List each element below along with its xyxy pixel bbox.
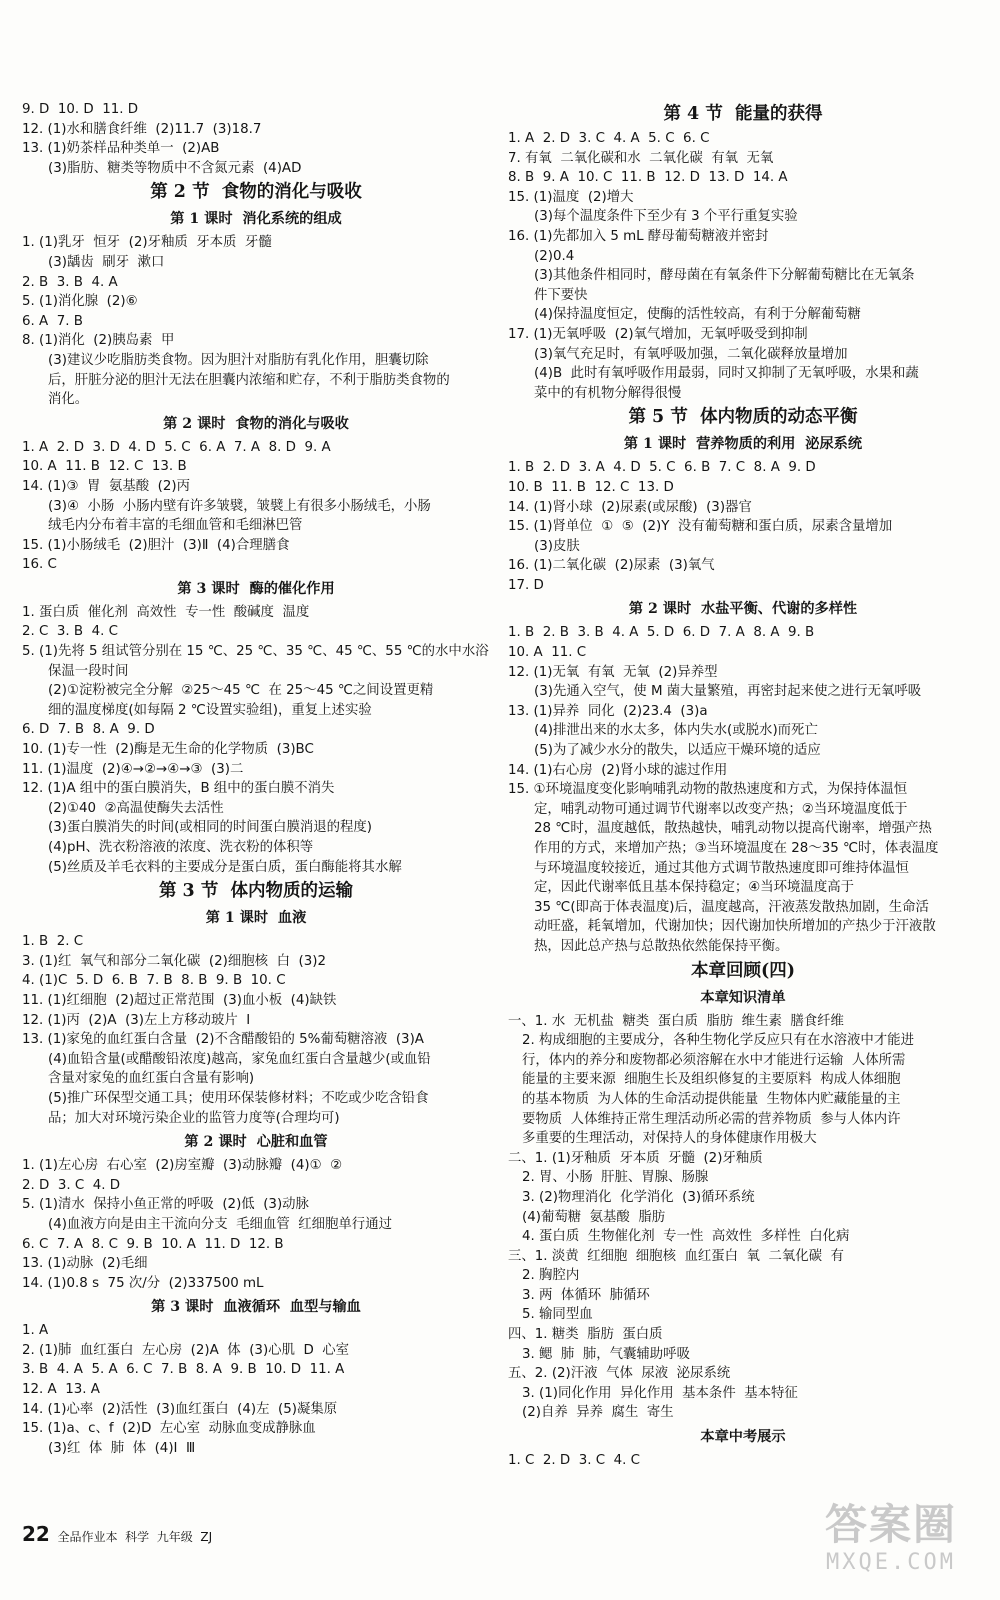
answer-line: 6. A 7. B [22, 313, 83, 329]
lesson-title: 第 3 课时 血液循环 血型与输血 [151, 1299, 361, 1316]
answer-line: 行，体内的养分和废物都必须溶解在水中才能进行运输 人体所需 [522, 1052, 906, 1068]
answer-line: 1. B 2. C [22, 934, 84, 950]
answer-line: 绒毛内分布着丰富的毛细血管和毛细淋巴管 [48, 518, 303, 534]
answer-line: 7. 有氧 二氧化碳和水 二氧化碳 有氧 无氧 [508, 150, 774, 166]
answer-line: 13. (1)家兔的血红蛋白含量 (2)不含醋酸铅的 5%葡萄糖溶液 (3)A [22, 1032, 424, 1048]
answer-line: 11. (1)温度 (2)④→②→④→③ (3)二 [22, 761, 244, 777]
answer-line: 3. (1)红 氧气和部分二氧化碳 (2)细胞核 白 (3)2 [22, 953, 326, 969]
lesson-title: 本章知识清单 [700, 989, 786, 1006]
answer-line: (4)排泄出来的水太多，体内失水(或脱水)而死亡 [534, 723, 818, 739]
watermark-logo [806, 1500, 976, 1580]
answer-line: 含量对家兔的血红蛋白含量有影响) [48, 1071, 255, 1087]
answer-line: (5)推广环保型交通工具；使用环保装修材料；不吃或少吃含铅食 [48, 1090, 429, 1106]
answer-line: (4)血液方向是由主干流向分支 毛细血管 红细胞单行通过 [48, 1216, 392, 1232]
answer-line: 13. (1)动脉 (2)毛细 [22, 1256, 148, 1272]
answer-line: 五、2. (2)汗液 气体 尿液 泌尿系统 [508, 1366, 731, 1382]
answer-line: 17. (1)无氧呼吸 (2)氧气增加，无氧呼吸受到抑制 [508, 326, 808, 342]
answer-line: 2. D 3. C 4. D [22, 1177, 121, 1193]
answer-line: 2. 构成细胞的主要成分，各种生物化学反应只有在水溶液中才能进 [522, 1033, 914, 1049]
answer-line: 三、1. 淡黄 红细胞 细胞核 血红蛋白 氧 二氧化碳 有 [508, 1248, 844, 1264]
answer-line: 2. B 3. B 4. A [22, 274, 118, 290]
lesson-title: 第 1 课时 消化系统的组成 [170, 211, 342, 228]
answer-line: 10. A 11. C [508, 645, 587, 661]
answer-line: 二、1. (1)牙釉质 牙本质 牙髓 (2)牙釉质 [508, 1150, 763, 1166]
answer-line: 能量的主要来源 细胞生长及组织修复的主要原料 构成人体细胞 [522, 1072, 901, 1088]
answer-line: 热，因此总产热与总散热依然能保持平衡。 [534, 938, 789, 954]
lesson-title: 第 1 课时 血液 [205, 910, 307, 927]
answer-line: 要物质 人体维持正常生理活动所必需的营养物质 参与人体内许 [522, 1111, 901, 1127]
answer-line: 件下要快 [534, 287, 588, 303]
answer-line: 15. (1)a、c、f (2)D 左心室 动脉血变成静脉血 [22, 1421, 316, 1437]
answer-line: 2. 胸腔内 [522, 1268, 580, 1284]
answer-line: 8. B 9. A 10. C 11. B 12. D 13. D 14. A [508, 170, 788, 186]
answer-line: 1. A 2. D 3. D 4. D 5. C 6. A 7. A 8. D 9. A [22, 439, 331, 455]
answer-line: (4)保持温度恒定，使酶的活性较高，有利于分解葡萄糖 [534, 307, 861, 323]
answer-line: 1. A [22, 1323, 49, 1339]
left-column [22, 100, 490, 1458]
answer-line: 1. (1)乳牙 恒牙 (2)牙釉质 牙本质 牙髓 [22, 235, 272, 251]
page-number: 22 [22, 1522, 50, 1546]
answer-line: 13. (1)异养 同化 (2)23.4 (3)a [508, 703, 708, 719]
answer-line: 10. (1)专一性 (2)酶是无生命的化学物质 (3)BC [22, 742, 314, 758]
answer-line: 16. (1)二氧化碳 (2)尿素 (3)氧气 [508, 558, 715, 574]
answer-line: 3. 鳃 肺 肺，气囊辅助呼吸 [522, 1346, 690, 1362]
answer-line: 一、1. 水 无机盐 糖类 蛋白质 脂肪 维生素 膳食纤维 [508, 1013, 844, 1029]
answer-line: 13. (1)奶茶样品种类单一 (2)AB [22, 141, 220, 157]
answer-line: 与环境温度较接近，通过其他方式调节散热速度即可维持体温恒 [534, 860, 909, 876]
answer-line: (3)其他条件相同时，酵母菌在有氧条件下分解葡萄糖比在无氧条 [534, 268, 915, 284]
answer-line: 16. (1)先都加入 5 mL 酵母葡萄糖液并密封 [508, 228, 769, 244]
answer-line: 3. B 4. A 5. A 6. C 7. B 8. A 9. B 10. D 11. A [22, 1362, 345, 1378]
answer-line: 12. (1)无氧 有氧 无氧 (2)异养型 [508, 664, 718, 680]
answer-line: (2)①40 ②高温使酶失去活性 [48, 800, 224, 816]
answer-line: 5. (1)消化腺 (2)⑥ [22, 294, 138, 310]
answer-line: 35 ℃(即高于体表温度)后，温度越高，汗液蒸发散热加剧，生命活 [534, 899, 929, 915]
answer-line: 14. (1)右心房 (2)肾小球的滤过作用 [508, 762, 728, 778]
lesson-title: 第 3 课时 酶的催化作用 [177, 580, 335, 597]
answer-line: (3)红 体 肺 体 (4)Ⅰ Ⅲ [48, 1440, 196, 1456]
lesson-title: 第 2 课时 水盐平衡、代谢的多样性 [628, 601, 858, 618]
answer-line: 后，肝脏分泌的胆汁无法在胆囊内浓缩和贮存，不利于脂肪类食物的 [48, 372, 450, 388]
answer-line: 1. B 2. B 3. B 4. A 5. D 6. D 7. A 8. A 9. B [508, 625, 815, 641]
answer-line: (4)B 此时有氧呼吸作用最弱，同时又抑制了无氧呼吸，水果和蔬 [534, 366, 919, 382]
answer-line: 1. (1)左心房 右心室 (2)房室瓣 (3)动脉瓣 (4)① ② [22, 1158, 343, 1174]
answer-line: 15. (1)小肠绒毛 (2)胆汁 (3)Ⅱ (4)合理膳食 [22, 537, 290, 553]
answer-line: 6. C 7. A 8. C 9. B 10. A 11. D 12. B [22, 1236, 284, 1252]
answer-line: 28 ℃时，温度越低，散热越快，哺乳动物以提高代谢率，增强产热 [534, 821, 932, 837]
answer-line: 3. 两 体循环 肺循环 [522, 1287, 650, 1303]
answer-line: 14. (1)肾小球 (2)尿素(或尿酸) (3)器官 [508, 499, 752, 515]
answer-line: 12. (1)丙 (2)A (3)左上方移动玻片 Ⅰ [22, 1012, 251, 1028]
answer-line: 作用的方式，来增加产热；③当环境温度在 28～35 ℃时，体表温度 [534, 841, 939, 856]
answer-line: 10. B 11. B 12. C 13. D [508, 479, 674, 495]
answer-line: 15. ①环境温度变化影响哺乳动物的散热速度和方式，为保持体温恒 [508, 782, 908, 798]
answer-line: 10. A 11. B 12. C 13. B [22, 459, 187, 475]
answer-line: 6. D 7. B 8. A 9. D [22, 722, 155, 738]
answer-line: 14. (1)③ 胃 氨基酸 (2)丙 [22, 478, 190, 494]
answer-line: (3)建议少吃脂肪类食物。因为胆汁对脂肪有乳化作用，胆囊切除 [48, 352, 429, 368]
answer-line: 2. C 3. B 4. C [22, 624, 119, 640]
answer-line: 9. D 10. D 11. D [22, 102, 139, 117]
answer-line: 细的温度梯度(如每隔 2 ℃设置实验组)，重复上述实验 [48, 702, 372, 718]
answer-line: (3)龋齿 刷牙 漱口 [48, 254, 165, 270]
section-title: 第 4 节 能量的获得 [663, 104, 823, 124]
answer-line: 5. (1)先将 5 组试管分别在 15 ℃、25 ℃、35 ℃、45 ℃、55 ℃的水中水浴 [22, 644, 489, 660]
answer-line: 17. D [508, 577, 544, 593]
answer-line: 动旺盛，耗氧增加，代谢加快；因代谢加快所增加的产热少于汗液散 [534, 919, 936, 935]
answer-line: (2)0.4 [534, 248, 575, 264]
answer-line: 5. 输同型血 [522, 1307, 593, 1323]
answer-line: 12. A 13. A [22, 1382, 100, 1398]
answer-line: 定，哺乳动物可通过调节代谢率以改变产热；②当环境温度低于 [534, 801, 908, 817]
section-title: 第 3 节 体内物质的运输 [158, 881, 354, 902]
book-info: 全品作业本 科学 九年级 ZJ [57, 1530, 213, 1544]
section-title: 第 2 节 食物的消化与吸收 [150, 182, 362, 203]
answer-line: (2)①淀粉被完全分解 ②25～45 ℃ 在 25～45 ℃之间设置更精 [48, 683, 434, 699]
answer-line: (4)pH、洗衣粉溶液的浓度、洗衣粉的体积等 [48, 840, 314, 855]
answer-line: 1. A 2. D 3. C 4. A 5. C 6. C [508, 131, 710, 146]
answer-line: 菜中的有机物分解得很慢 [534, 385, 682, 401]
answer-line: (3)脂肪、糖类等物质中不含氮元素 (4)AD [48, 160, 302, 176]
answer-line: (5)丝质及羊毛衣料的主要成分是蛋白质，蛋白酶能将其水解 [48, 859, 402, 875]
watermark-text: 答案圈 [824, 1500, 957, 1549]
right-column [508, 100, 978, 1471]
section-title: 第 5 节 体内物质的动态平衡 [628, 407, 858, 428]
answer-line: (3)氧气充足时，有氧呼吸加强，二氧化碳释放量增加 [534, 346, 848, 362]
answer-line: 14. (1)0.8 s 75 次/分 (2)337500 mL [22, 1275, 264, 1291]
answer-line: (5)为了减少水分的散失，以适应干燥环境的适应 [534, 743, 821, 759]
answer-line: 1. B 2. D 3. A 4. D 5. C 6. B 7. C 8. A 9. D [508, 460, 816, 476]
answer-line: 2. 胃、小肠 肝脏、胃腺、肠腺 [522, 1170, 709, 1186]
answer-line: 3. (2)物理消化 化学消化 (3)循环系统 [522, 1189, 755, 1205]
answer-line: 定，因此代谢率低且基本保持稳定；④当环境温度高于 [534, 880, 854, 896]
answer-line: (3)④ 小肠 小肠内壁有许多皱襞，皱襞上有很多小肠绒毛，小肠 [48, 498, 431, 514]
lesson-title: 本章中考展示 [700, 1429, 786, 1446]
answer-line: 12. (1)A 组中的蛋白膜消失，B 组中的蛋白膜不消失 [22, 781, 335, 797]
answer-line: 1. 蛋白质 催化剂 高效性 专一性 酸碱度 温度 [22, 604, 310, 620]
answer-line: 15. (1)肾单位 ① ⑤ (2)Y 没有葡萄糖和蛋白质，尿素含量增加 [508, 519, 893, 535]
lesson-title: 第 1 课时 营养物质的利用 泌尿系统 [623, 436, 863, 453]
answer-line: 11. (1)红细胞 (2)超过正常范围 (3)血小板 (4)缺铁 [22, 992, 337, 1008]
answer-line: 14. (1)心率 (2)活性 (3)血红蛋白 (4)左 (5)凝集原 [22, 1401, 338, 1417]
answer-line: 8. (1)消化 (2)胰岛素 甲 [22, 333, 175, 349]
lesson-title: 第 2 课时 心脏和血管 [184, 1134, 328, 1151]
answer-line: (4)血铅含量(或醋酸铅浓度)越高，家兔血红蛋白含量越少(或血铅 [48, 1051, 431, 1067]
answer-line: 15. (1)温度 (2)增大 [508, 189, 634, 205]
answer-line: (3)每个温度条件下至少有 3 个平行重复实验 [534, 209, 798, 225]
watermark-url: MXQE.COM [826, 1550, 956, 1575]
lesson-title: 第 2 课时 食物的消化与吸收 [163, 415, 349, 432]
answer-line: (3)蛋白膜消失的时间(或相同的时间蛋白膜消退的程度) [48, 820, 373, 836]
answer-line: (3)先通入空气，使 M 菌大量繁殖，再密封起来使之进行无氧呼吸 [534, 684, 922, 700]
answer-line: 四、1. 糖类 脂肪 蛋白质 [508, 1327, 663, 1343]
answer-line: 保温一段时间 [48, 663, 129, 679]
answer-line: 消化。 [48, 392, 89, 408]
answer-line: 12. (1)水和膳食纤维 (2)11.7 (3)18.7 [22, 121, 262, 137]
answer-line: 16. C [22, 557, 57, 573]
section-title: 本章回顾(四) [690, 960, 796, 981]
answer-line: 1. C 2. D 3. C 4. C [508, 1453, 641, 1469]
answer-line: 的基本物质 为人体的生命活动提供能量 生物体内贮藏能量的主 [522, 1091, 901, 1107]
answer-line: 品；加大对环境污染企业的监管力度等(合理均可) [48, 1110, 340, 1126]
answer-line: 5. (1)清水 保持小鱼正常的呼吸 (2)低 (3)动脉 [22, 1197, 309, 1213]
answer-line: (3)皮肤 [534, 538, 580, 554]
answer-line: 多重要的生理活动，对保持人的身体健康作用极大 [522, 1131, 817, 1147]
page-footer [22, 1522, 212, 1546]
answer-line: 4. (1)C 5. D 6. B 7. B 8. B 9. B 10. C [22, 973, 286, 989]
answer-line: 4. 蛋白质 生物催化剂 专一性 高效性 多样性 白化病 [522, 1229, 850, 1245]
answer-line: 2. (1)肺 血红蛋白 左心房 (2)A 体 (3)心肌 D 心室 [22, 1342, 350, 1358]
answer-line: (4)葡萄糖 氨基酸 脂肪 [522, 1209, 666, 1225]
answer-line: (2)自养 异养 腐生 寄生 [522, 1405, 674, 1421]
answer-line: 3. (1)同化作用 异化作用 基本条件 基本特征 [522, 1385, 798, 1401]
